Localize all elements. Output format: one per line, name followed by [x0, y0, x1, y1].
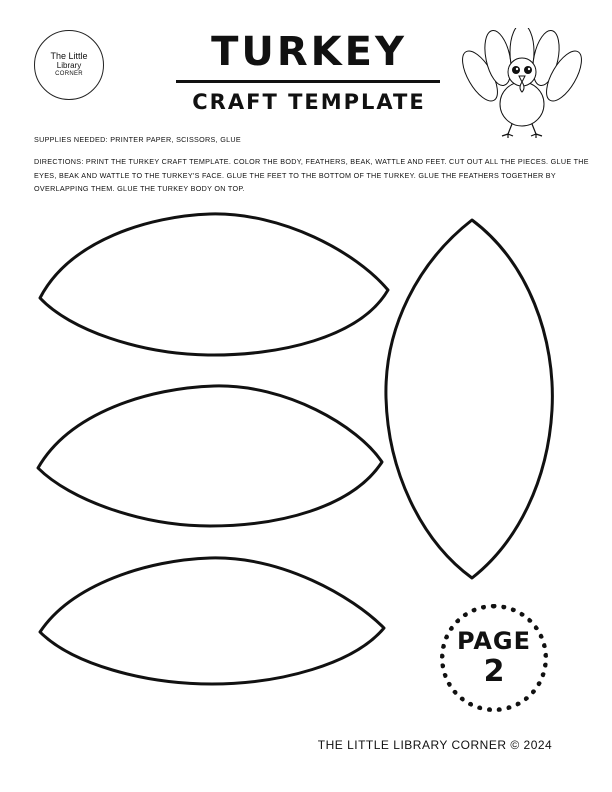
directions-text: DIRECTIONS: PRINT THE TURKEY CRAFT TEMPLATE. COLOR THE BODY, FEATHERS, BEAK, WATTLE AND FEET. CUT OUT ALL THE PIECES. GLUE THE EYES, BEAK AND WATTLE TO THE TURKEY'S FACE. GLUE THE FEET TO THE BOTTOM OF THE TURKEY. GLUE THE FEATHERS TOGETHER BY OVERLAPPING THEM. GLUE THE TURKEY BODY ON TOP.	[34, 157, 589, 193]
feather-shape-2	[38, 386, 382, 526]
feather-shape-1	[40, 214, 388, 355]
page-badge-label: PAGE	[456, 627, 532, 655]
logo-line-2: Library	[56, 60, 82, 70]
logo-line-1: The Little	[50, 50, 88, 61]
turkey-icon	[456, 28, 586, 140]
supplies-text: SUPPLIES NEEDED: PRINTER PAPER, SCISSORS, GLUE	[34, 135, 241, 144]
feather-shape-3	[40, 558, 384, 684]
page-badge-number: 2	[483, 654, 505, 689]
title-divider	[176, 80, 440, 83]
copyright-footer: THE LITTLE LIBRARY CORNER © 2024	[317, 738, 553, 752]
page-title: TURKEY	[211, 29, 407, 75]
brand-logo	[34, 30, 104, 100]
logo-line-3: CORNER	[55, 70, 83, 77]
feather-shape-4	[386, 220, 552, 578]
page-subtitle: CRAFT TEMPLATE	[192, 90, 426, 114]
page-number-badge	[440, 604, 548, 712]
